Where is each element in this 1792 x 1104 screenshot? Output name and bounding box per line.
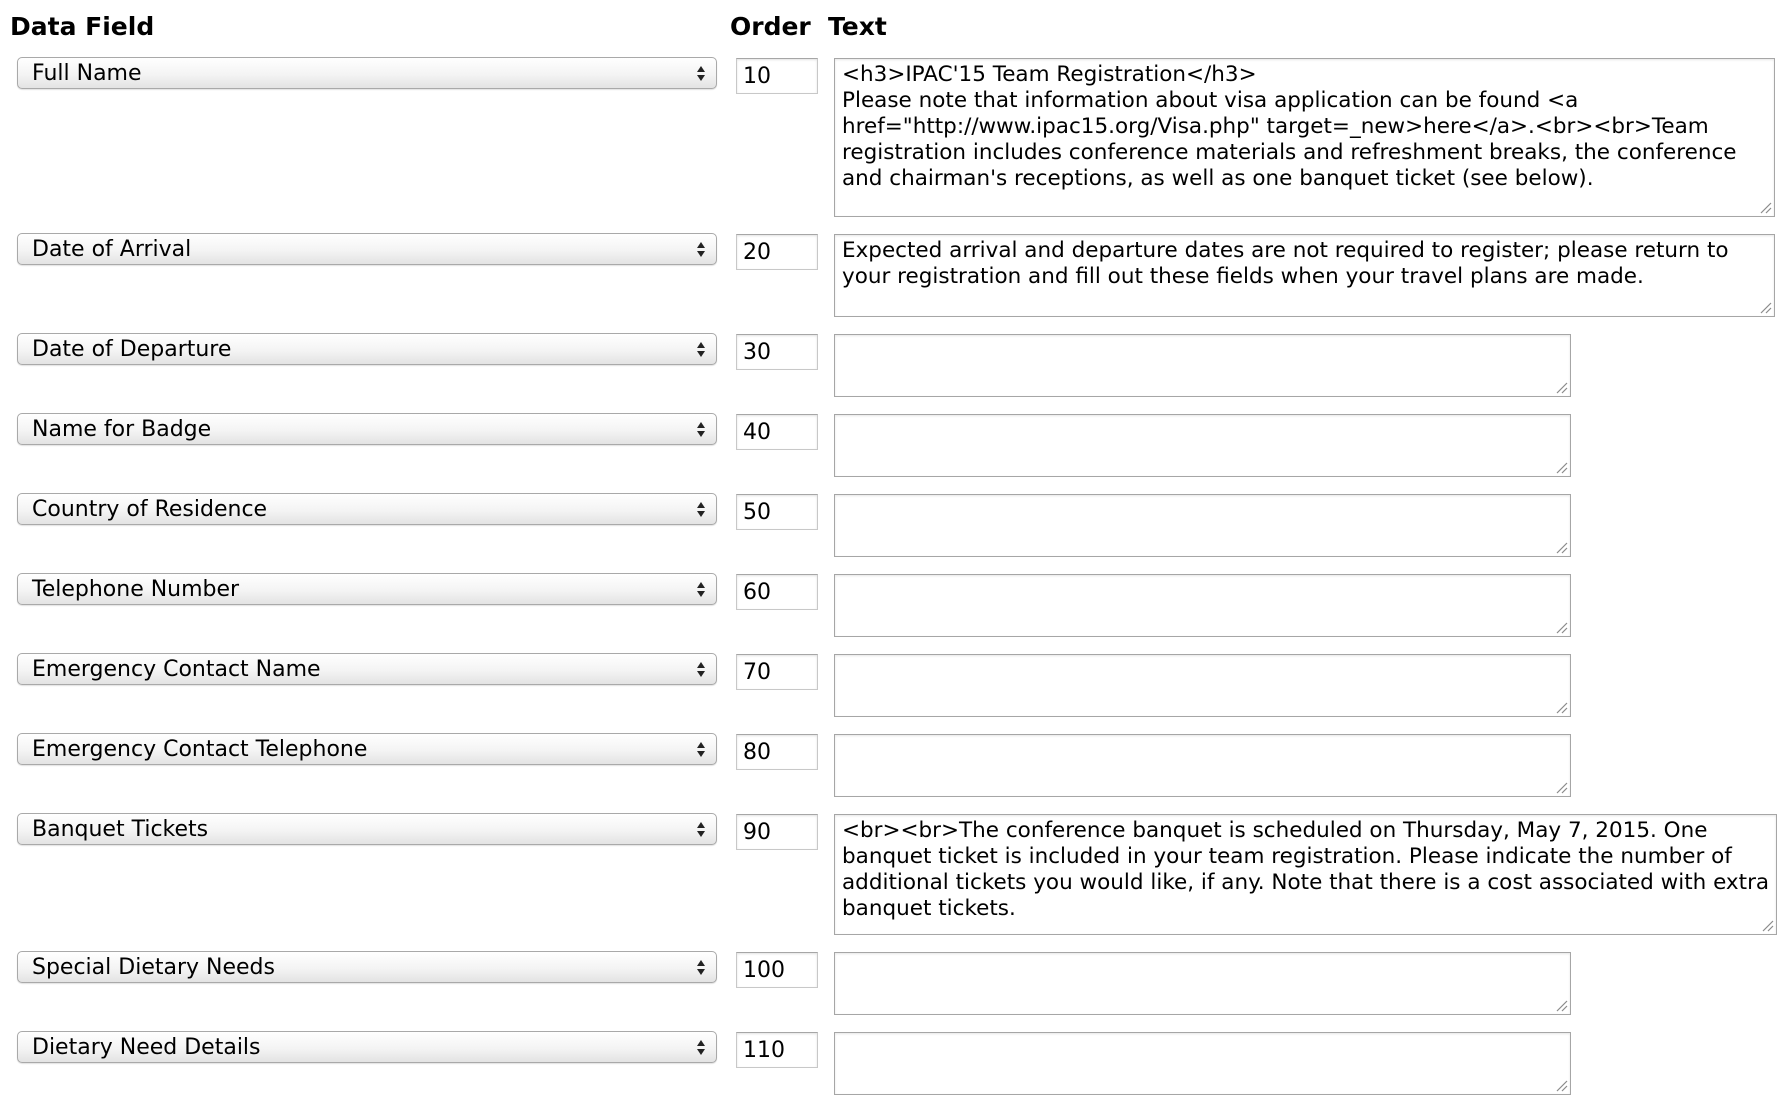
resize-grip-icon[interactable] (1554, 780, 1568, 794)
order-input-value: 60 (743, 580, 771, 605)
field-row (0, 413, 1792, 476)
order-input[interactable] (736, 952, 818, 988)
order-input[interactable] (736, 654, 818, 690)
order-input[interactable] (736, 334, 818, 370)
text-textarea[interactable] (834, 574, 1571, 637)
data-field-select[interactable] (17, 813, 717, 845)
up-down-chevron-icon (696, 240, 706, 260)
data-field-select-value: Country of Residence (32, 497, 268, 522)
text-textarea[interactable] (834, 334, 1571, 397)
data-field-select[interactable] (17, 653, 717, 685)
data-field-select-value: Date of Departure (32, 337, 232, 362)
order-input-value: 100 (743, 958, 785, 983)
data-field-select-value: Date of Arrival (32, 237, 192, 262)
text-textarea-value: <h3>IPAC'15 Team Registration</h3> Please note that information about visa application can be found <a href="http://www.ipac15.org/Visa.php" target=_new>here</a>.<br><br>Team registration includes conference materials and refreshment breaks, the conference and chairman's receptions, as well as one banquet ticket (see below). (842, 62, 1737, 191)
up-down-chevron-icon (696, 660, 706, 680)
up-down-chevron-icon (696, 500, 706, 520)
order-input[interactable] (736, 414, 818, 450)
up-down-chevron-icon (696, 740, 706, 760)
order-input-value: 50 (743, 500, 771, 525)
text-textarea[interactable] (834, 234, 1775, 317)
order-input[interactable] (736, 734, 818, 770)
data-field-select-value: Special Dietary Needs (32, 955, 275, 980)
field-row (0, 233, 1792, 316)
header-data-field: Data Field (10, 12, 155, 41)
data-field-select[interactable] (17, 333, 717, 365)
data-field-select-value: Dietary Need Details (32, 1035, 261, 1060)
resize-grip-icon[interactable] (1554, 998, 1568, 1012)
order-input-value: 110 (743, 1038, 785, 1063)
text-textarea-value: Expected arrival and departure dates are not required to register; please return to your registration and fill out these fields when your travel plans are made. (842, 238, 1736, 289)
up-down-chevron-icon (696, 580, 706, 600)
up-down-chevron-icon (696, 420, 706, 440)
order-input[interactable] (736, 814, 818, 850)
resize-grip-icon[interactable] (1758, 300, 1772, 314)
data-field-select[interactable] (17, 1031, 717, 1063)
text-textarea[interactable] (834, 58, 1775, 217)
header-order: Order (730, 12, 811, 41)
text-textarea[interactable] (834, 414, 1571, 477)
data-field-select[interactable] (17, 573, 717, 605)
order-input-value: 90 (743, 820, 771, 845)
resize-grip-icon[interactable] (1758, 200, 1772, 214)
up-down-chevron-icon (696, 64, 706, 84)
resize-grip-icon[interactable] (1554, 1078, 1568, 1092)
order-input[interactable] (736, 1032, 818, 1068)
field-row (0, 573, 1792, 636)
text-textarea[interactable] (834, 814, 1777, 935)
order-input-value: 70 (743, 660, 771, 685)
order-input-value: 10 (743, 64, 771, 89)
data-field-select-value: Banquet Tickets (32, 817, 209, 842)
resize-grip-icon[interactable] (1554, 700, 1568, 714)
data-field-select[interactable] (17, 413, 717, 445)
resize-grip-icon[interactable] (1554, 460, 1568, 474)
data-field-select-value: Emergency Contact Name (32, 657, 321, 682)
resize-grip-icon[interactable] (1554, 540, 1568, 554)
order-input-value: 80 (743, 740, 771, 765)
data-field-select-value: Full Name (32, 61, 142, 86)
up-down-chevron-icon (696, 958, 706, 978)
order-input[interactable] (736, 234, 818, 270)
field-row (0, 1031, 1792, 1094)
data-field-select[interactable] (17, 951, 717, 983)
field-row (0, 733, 1792, 796)
order-input-value: 30 (743, 340, 771, 365)
field-row (0, 333, 1792, 396)
header-text: Text (828, 12, 887, 41)
up-down-chevron-icon (696, 820, 706, 840)
order-input-value: 40 (743, 420, 771, 445)
field-row (0, 813, 1792, 934)
text-textarea[interactable] (834, 734, 1571, 797)
data-field-select[interactable] (17, 733, 717, 765)
text-textarea[interactable] (834, 494, 1571, 557)
text-textarea[interactable] (834, 952, 1571, 1015)
data-field-select-value: Emergency Contact Telephone (32, 737, 368, 762)
resize-grip-icon[interactable] (1554, 620, 1568, 634)
field-row (0, 493, 1792, 556)
field-row (0, 653, 1792, 716)
order-input[interactable] (736, 494, 818, 530)
data-field-select[interactable] (17, 57, 717, 89)
order-input-value: 20 (743, 240, 771, 265)
order-input[interactable] (736, 574, 818, 610)
up-down-chevron-icon (696, 340, 706, 360)
data-field-select-value: Telephone Number (32, 577, 240, 602)
data-field-select-value: Name for Badge (32, 417, 212, 442)
data-field-select[interactable] (17, 493, 717, 525)
field-row (0, 951, 1792, 1014)
resize-grip-icon[interactable] (1760, 918, 1774, 932)
text-textarea-value: <br><br>The conference banquet is scheduled on Thursday, May 7, 2015. One banquet ticket is included in your team registration. Please indicate the number of additional tickets you would like, if any. Note that there is a cost associated with extra banquet tickets. (842, 818, 1776, 921)
resize-grip-icon[interactable] (1554, 380, 1568, 394)
data-field-select[interactable] (17, 233, 717, 265)
order-input[interactable] (736, 58, 818, 94)
field-row (0, 57, 1792, 216)
text-textarea[interactable] (834, 654, 1571, 717)
up-down-chevron-icon (696, 1038, 706, 1058)
text-textarea[interactable] (834, 1032, 1571, 1095)
